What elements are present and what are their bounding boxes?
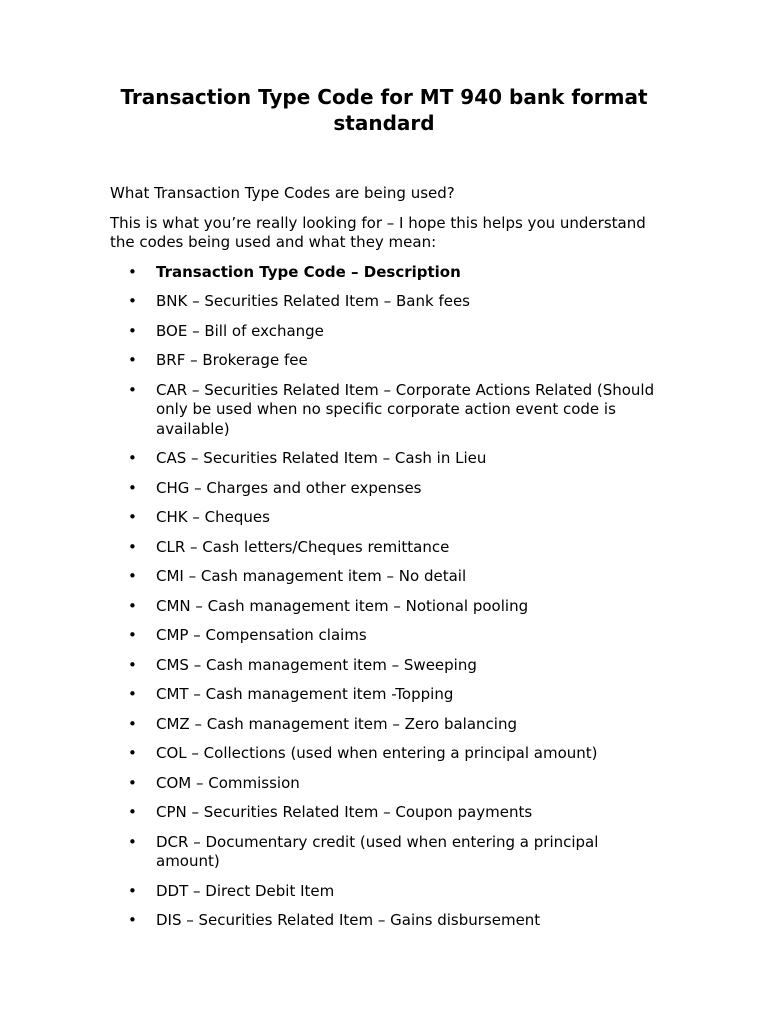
bullet-icon: • bbox=[128, 655, 137, 674]
list-item-text: CHK – Cheques bbox=[156, 508, 270, 526]
bullet-icon: • bbox=[128, 537, 137, 556]
list-item-text: CPN – Securities Related Item – Coupon payments bbox=[156, 803, 533, 821]
list-item-text: BRF – Brokerage fee bbox=[156, 351, 308, 369]
list-item bbox=[110, 567, 658, 587]
bullet-icon: • bbox=[128, 803, 137, 821]
bullet-icon: • bbox=[128, 508, 137, 526]
list-item bbox=[110, 322, 658, 342]
list-item bbox=[110, 774, 658, 794]
list-item bbox=[110, 508, 658, 528]
list-item-header bbox=[110, 263, 658, 283]
bullet-icon: • bbox=[128, 262, 137, 281]
bullet-icon: • bbox=[128, 881, 137, 900]
bullet-icon: • bbox=[128, 626, 137, 644]
bullet-icon: • bbox=[128, 351, 137, 369]
bullet-icon: • bbox=[128, 321, 137, 340]
list-item bbox=[110, 479, 658, 499]
bullet-icon: • bbox=[128, 685, 137, 703]
list-item bbox=[110, 803, 658, 823]
list-item bbox=[110, 292, 658, 312]
list-item bbox=[110, 626, 658, 646]
bullet-icon: • bbox=[128, 596, 137, 615]
list-item bbox=[110, 833, 658, 872]
list-item-text: COM – Commission bbox=[156, 773, 300, 792]
transaction-code-list bbox=[110, 263, 658, 931]
list-item-text: CMZ – Cash management item – Zero balancing bbox=[156, 714, 517, 733]
list-item bbox=[110, 882, 658, 902]
bullet-icon: • bbox=[128, 567, 137, 585]
list-item bbox=[110, 715, 658, 735]
intro-paragraph: This is what you’re really looking for – I hope this helps you understand the codes being used and what they mean: bbox=[110, 213, 646, 251]
list-item-text: BOE – Bill of exchange bbox=[156, 321, 324, 340]
bullet-icon: • bbox=[128, 714, 137, 733]
list-item-text: Transaction Type Code – Description bbox=[156, 262, 461, 281]
list-item bbox=[110, 911, 658, 931]
list-item-text: CMT – Cash management item -Topping bbox=[156, 685, 454, 703]
bullet-icon: • bbox=[128, 292, 137, 310]
list-item-text: CMS – Cash management item – Sweeping bbox=[156, 655, 477, 674]
list-item-text: DDT – Direct Debit Item bbox=[156, 881, 335, 900]
list-item-text: DIS – Securities Related Item – Gains disbursement bbox=[156, 911, 541, 929]
list-item bbox=[110, 381, 658, 440]
bullet-icon: • bbox=[128, 478, 137, 497]
list-item bbox=[110, 744, 658, 764]
bullet-icon: • bbox=[128, 380, 137, 399]
intro-question: What Transaction Type Codes are being used? bbox=[110, 184, 455, 202]
bullet-icon: • bbox=[128, 773, 137, 792]
list-item-text: DCR – Documentary credit (used when entering a principal amount) bbox=[156, 832, 599, 870]
list-item bbox=[110, 351, 658, 371]
bullet-icon: • bbox=[128, 911, 137, 929]
list-item-text: CAS – Securities Related Item – Cash in Lieu bbox=[156, 449, 487, 467]
list-item bbox=[110, 449, 658, 469]
list-item-text: CHG – Charges and other expenses bbox=[156, 478, 422, 497]
list-item bbox=[110, 656, 658, 676]
list-item bbox=[110, 597, 658, 617]
document-title: Transaction Type Code for MT 940 bank format standard bbox=[120, 85, 648, 135]
list-item-text: COL – Collections (used when entering a principal amount) bbox=[156, 744, 598, 762]
list-item-text: BNK – Securities Related Item – Bank fees bbox=[156, 292, 470, 310]
bullet-icon: • bbox=[128, 449, 137, 467]
bullet-icon: • bbox=[128, 744, 137, 762]
list-item-text: CLR – Cash letters/Cheques remittance bbox=[156, 537, 450, 556]
list-item-text: CMI – Cash management item – No detail bbox=[156, 567, 467, 585]
list-item-text: CMN – Cash management item – Notional pooling bbox=[156, 596, 529, 615]
list-item-text: CAR – Securities Related Item – Corporate Actions Related (Should only be used when no specific corporate action event code is available) bbox=[156, 380, 655, 438]
list-item bbox=[110, 538, 658, 558]
list-item-text: CMP – Compensation claims bbox=[156, 626, 367, 644]
list-item bbox=[110, 685, 658, 705]
bullet-icon: • bbox=[128, 832, 137, 851]
